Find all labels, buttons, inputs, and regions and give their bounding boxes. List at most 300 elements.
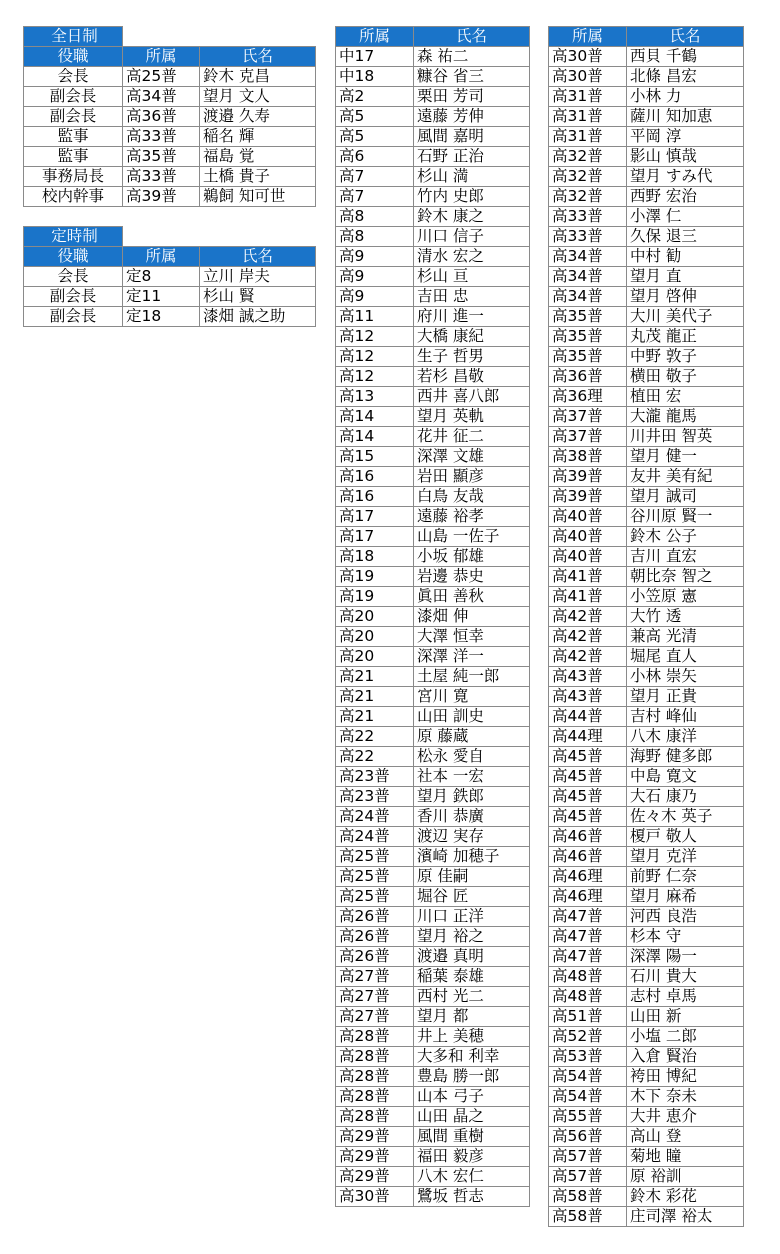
column-header: 氏名 <box>200 47 316 67</box>
table-cell: 高16 <box>336 487 414 507</box>
table-row <box>336 227 530 247</box>
table-cell: 山田 晶之 <box>414 1107 530 1127</box>
table-cell: 志村 卓馬 <box>627 987 744 1007</box>
table-cell: 高46普 <box>549 847 627 867</box>
table-cell: 高26普 <box>336 947 414 967</box>
table-cell: 朝比奈 智之 <box>627 567 744 587</box>
table-cell: 岩邊 恭史 <box>414 567 530 587</box>
table-cell: 望月 すみ代 <box>627 167 744 187</box>
table-cell: 高54普 <box>549 1087 627 1107</box>
table-row <box>336 527 530 547</box>
table-cell: 原 裕訓 <box>627 1167 744 1187</box>
table-row <box>336 607 530 627</box>
table-cell: 高29普 <box>336 1147 414 1167</box>
table-cell: 高19 <box>336 567 414 587</box>
table-cell: 深澤 陽一 <box>627 947 744 967</box>
table-cell: 遠藤 芳伸 <box>414 107 530 127</box>
table-cell: 高22 <box>336 727 414 747</box>
table-row <box>24 187 316 207</box>
table-cell: 高42普 <box>549 647 627 667</box>
member-list-2 <box>548 26 744 1227</box>
table-cell: 吉川 直宏 <box>627 547 744 567</box>
table-cell: 望月 麻希 <box>627 887 744 907</box>
table-cell: 鈴木 克昌 <box>200 67 316 87</box>
table-cell: 高34普 <box>549 287 627 307</box>
table-cell: 小林 力 <box>627 87 744 107</box>
table-cell: 高25普 <box>336 847 414 867</box>
table-cell: 風間 嘉明 <box>414 127 530 147</box>
table-cell: 友井 美有紀 <box>627 467 744 487</box>
table-cell: 谷川原 賢一 <box>627 507 744 527</box>
table-cell: 中村 勧 <box>627 247 744 267</box>
table-cell: 杉山 亘 <box>414 267 530 287</box>
member-list-1 <box>335 26 530 1207</box>
table-cell: 鵜飼 知可世 <box>200 187 316 207</box>
table-cell: 望月 裕之 <box>414 927 530 947</box>
table-cell: 河西 良浩 <box>627 907 744 927</box>
table-cell: 佐々木 英子 <box>627 807 744 827</box>
table-cell: 鷺坂 哲志 <box>414 1187 530 1207</box>
table-cell: 川口 信子 <box>414 227 530 247</box>
table-cell: 高45普 <box>549 787 627 807</box>
table-cell: 高32普 <box>549 167 627 187</box>
table-row <box>549 427 744 447</box>
table-cell: 高15 <box>336 447 414 467</box>
table-cell: 竹内 史郎 <box>414 187 530 207</box>
table-cell: 岩田 顯彦 <box>414 467 530 487</box>
column-header: 氏名 <box>627 27 744 47</box>
table-row <box>549 527 744 547</box>
table-cell: 高45普 <box>549 747 627 767</box>
table-cell: 高5 <box>336 127 414 147</box>
table-cell: 高46理 <box>549 887 627 907</box>
table-cell: 菊地 瞳 <box>627 1147 744 1167</box>
table-cell: 高25普 <box>336 887 414 907</box>
column-header: 所属 <box>123 47 200 67</box>
table-cell: 高42普 <box>549 627 627 647</box>
table-row <box>549 147 744 167</box>
table-row <box>549 1047 744 1067</box>
table-cell: 高40普 <box>549 547 627 567</box>
table-cell: 高36普 <box>123 107 200 127</box>
table-cell: 高47普 <box>549 907 627 927</box>
table-row <box>549 667 744 687</box>
table-row <box>549 487 744 507</box>
table-cell: 漆畑 伸 <box>414 607 530 627</box>
table-cell: 土屋 純一郎 <box>414 667 530 687</box>
table-cell: 前野 仁奈 <box>627 867 744 887</box>
table-cell: 望月 克洋 <box>627 847 744 867</box>
table-cell: 校内幹事 <box>24 187 123 207</box>
table-cell: 高58普 <box>549 1207 627 1227</box>
table-row <box>549 1107 744 1127</box>
table-cell: 庄司澤 裕太 <box>627 1207 744 1227</box>
table-cell: 兼高 光清 <box>627 627 744 647</box>
table-row <box>549 507 744 527</box>
table-row <box>336 1107 530 1127</box>
table-row <box>549 327 744 347</box>
column-header: 役職 <box>24 47 123 67</box>
table-cell: 大橋 康紀 <box>414 327 530 347</box>
table-row <box>336 1027 530 1047</box>
table-cell: 高17 <box>336 527 414 547</box>
table-cell: 社本 一宏 <box>414 767 530 787</box>
table-cell: 望月 誠司 <box>627 487 744 507</box>
table-row <box>336 327 530 347</box>
teiji-caption: 定時制 <box>24 227 123 247</box>
table-row <box>336 387 530 407</box>
table-cell: 堀谷 匠 <box>414 887 530 907</box>
table-row <box>336 1067 530 1087</box>
table-row <box>549 567 744 587</box>
table-row <box>549 887 744 907</box>
table-cell: 高14 <box>336 427 414 447</box>
table-row <box>549 447 744 467</box>
table-row <box>336 1187 530 1207</box>
table-cell: 高41普 <box>549 587 627 607</box>
table-cell: 高33普 <box>123 167 200 187</box>
table-cell: 眞田 善秋 <box>414 587 530 607</box>
table-row <box>549 187 744 207</box>
table-row <box>336 1087 530 1107</box>
table-cell: 堀尾 直人 <box>627 647 744 667</box>
table-cell: 定11 <box>123 287 200 307</box>
table-cell: 高35普 <box>123 147 200 167</box>
table-row <box>336 367 530 387</box>
table-row <box>336 87 530 107</box>
table-cell: 高34普 <box>549 247 627 267</box>
table-cell: 望月 啓伸 <box>627 287 744 307</box>
table-cell: 高24普 <box>336 807 414 827</box>
table-cell: 石野 正治 <box>414 147 530 167</box>
table-cell: 影山 慎哉 <box>627 147 744 167</box>
table-cell: 高27普 <box>336 1007 414 1027</box>
table-cell: 望月 文人 <box>200 87 316 107</box>
table-cell: 高20 <box>336 607 414 627</box>
table-cell: 高55普 <box>549 1107 627 1127</box>
table-row <box>549 1207 744 1227</box>
table-row <box>336 247 530 267</box>
table-cell: 高58普 <box>549 1187 627 1207</box>
table-row <box>336 807 530 827</box>
table-cell: 望月 健一 <box>627 447 744 467</box>
table-cell: 大川 美代子 <box>627 307 744 327</box>
table-cell: 高28普 <box>336 1107 414 1127</box>
table-row <box>336 287 530 307</box>
table-cell: 渡辺 実存 <box>414 827 530 847</box>
table-cell: 高7 <box>336 187 414 207</box>
table-cell: 高26普 <box>336 927 414 947</box>
table-row <box>549 87 744 107</box>
table-row <box>549 607 744 627</box>
table-row <box>549 47 744 67</box>
table-cell: 渡邉 久寿 <box>200 107 316 127</box>
table-cell: 高21 <box>336 667 414 687</box>
table-row <box>549 207 744 227</box>
table-cell: 定18 <box>123 307 200 327</box>
table-row <box>336 467 530 487</box>
table-cell: 高5 <box>336 107 414 127</box>
table-cell: 高31普 <box>549 107 627 127</box>
table-cell: 高40普 <box>549 507 627 527</box>
table-cell: 風間 重樹 <box>414 1127 530 1147</box>
table-row <box>336 747 530 767</box>
table-cell: 高37普 <box>549 427 627 447</box>
table-cell: 府川 進一 <box>414 307 530 327</box>
table-cell: 森 祐二 <box>414 47 530 67</box>
table-cell: 望月 直 <box>627 267 744 287</box>
table-cell: 高46理 <box>549 867 627 887</box>
table-cell: 吉村 峰仙 <box>627 707 744 727</box>
table-cell: 杉本 守 <box>627 927 744 947</box>
table-row <box>549 807 744 827</box>
table-row <box>336 887 530 907</box>
table-cell: 高24普 <box>336 827 414 847</box>
table-cell: 高9 <box>336 267 414 287</box>
table-cell: 豊島 勝一郎 <box>414 1067 530 1087</box>
table-cell: 香川 恭廣 <box>414 807 530 827</box>
table-cell: 大瀧 龍馬 <box>627 407 744 427</box>
table-row <box>336 687 530 707</box>
table-cell: 濱崎 加穂子 <box>414 847 530 867</box>
table-row <box>549 347 744 367</box>
table-cell: 高20 <box>336 627 414 647</box>
table-cell: 会長 <box>24 267 123 287</box>
table-cell: 木下 奈未 <box>627 1087 744 1107</box>
table-row <box>336 447 530 467</box>
table-row <box>336 547 530 567</box>
table-cell: 高56普 <box>549 1127 627 1147</box>
table-cell: 中17 <box>336 47 414 67</box>
table-cell: 高17 <box>336 507 414 527</box>
table-cell: 高11 <box>336 307 414 327</box>
table-cell: 高45普 <box>549 767 627 787</box>
table-cell: 高20 <box>336 647 414 667</box>
table-row <box>549 307 744 327</box>
table-cell: 高21 <box>336 687 414 707</box>
table-cell: 高43普 <box>549 687 627 707</box>
table-cell: 高41普 <box>549 567 627 587</box>
table-cell: 栗田 芳司 <box>414 87 530 107</box>
table-cell: 生子 哲男 <box>414 347 530 367</box>
table-cell: 監事 <box>24 127 123 147</box>
table-cell: 小澤 仁 <box>627 207 744 227</box>
table-cell: 八木 康洋 <box>627 727 744 747</box>
table-cell: 杉山 賢 <box>200 287 316 307</box>
table-cell: 高28普 <box>336 1047 414 1067</box>
table-cell: 望月 鉄郎 <box>414 787 530 807</box>
table-cell: 横田 敬子 <box>627 367 744 387</box>
table-row <box>336 727 530 747</box>
table-cell: 高34普 <box>549 267 627 287</box>
table-row <box>549 1147 744 1167</box>
table-row <box>549 407 744 427</box>
table-cell: 中野 敦子 <box>627 347 744 367</box>
table-row <box>336 627 530 647</box>
table-cell: 山島 一佐子 <box>414 527 530 547</box>
table-cell: 高22 <box>336 747 414 767</box>
column-header: 所属 <box>549 27 627 47</box>
table-row <box>549 687 744 707</box>
table-row <box>549 1167 744 1187</box>
table-row <box>549 267 744 287</box>
table-cell: 副会長 <box>24 287 123 307</box>
table-row <box>336 647 530 667</box>
table-cell: 高21 <box>336 707 414 727</box>
table-cell: 高34普 <box>123 87 200 107</box>
table-row <box>24 267 316 287</box>
table-row <box>549 287 744 307</box>
table-cell: 中島 寛文 <box>627 767 744 787</box>
table-cell: 稲葉 泰雄 <box>414 967 530 987</box>
table-cell: 高2 <box>336 87 414 107</box>
table-row <box>549 727 744 747</box>
table-cell: 高48普 <box>549 987 627 1007</box>
table-cell: 高33普 <box>549 207 627 227</box>
table-row <box>549 647 744 667</box>
table-cell: 望月 正貴 <box>627 687 744 707</box>
table-cell: 小林 崇矢 <box>627 667 744 687</box>
table-row <box>336 1127 530 1147</box>
table-cell: 植田 宏 <box>627 387 744 407</box>
zennichi-table <box>23 26 316 207</box>
table-row <box>336 967 530 987</box>
table-cell: 副会長 <box>24 307 123 327</box>
table-cell: 中18 <box>336 67 414 87</box>
table-cell: 福島 覚 <box>200 147 316 167</box>
table-cell: 原 佳嗣 <box>414 867 530 887</box>
table-cell: 高山 登 <box>627 1127 744 1147</box>
table-cell: 高48普 <box>549 967 627 987</box>
table-row <box>336 907 530 927</box>
column-header: 所属 <box>123 247 200 267</box>
table-row <box>549 1067 744 1087</box>
table-cell: 監事 <box>24 147 123 167</box>
table-row <box>336 587 530 607</box>
table-cell: 高53普 <box>549 1047 627 1067</box>
table-cell: 松永 愛自 <box>414 747 530 767</box>
table-cell: 高9 <box>336 287 414 307</box>
table-cell: 杉山 満 <box>414 167 530 187</box>
table-cell: 大井 恵介 <box>627 1107 744 1127</box>
table-cell: 高33普 <box>549 227 627 247</box>
teiji-table <box>23 226 316 327</box>
table-cell: 高8 <box>336 207 414 227</box>
table-row <box>549 387 744 407</box>
table-cell: 高36普 <box>549 367 627 387</box>
table-cell: 稲名 輝 <box>200 127 316 147</box>
table-cell: 高46普 <box>549 827 627 847</box>
table-row <box>336 47 530 67</box>
table-row <box>24 307 316 327</box>
table-row <box>336 827 530 847</box>
table-cell: 福田 毅彦 <box>414 1147 530 1167</box>
table-row <box>24 87 316 107</box>
table-row <box>549 767 744 787</box>
table-cell: 高25普 <box>123 67 200 87</box>
teiji-header-row <box>24 247 316 267</box>
table-row <box>336 427 530 447</box>
table-row <box>549 867 744 887</box>
table-cell: 高37普 <box>549 407 627 427</box>
table-cell: 高27普 <box>336 987 414 1007</box>
table-cell: 渡邉 真明 <box>414 947 530 967</box>
table-cell: 久保 退三 <box>627 227 744 247</box>
table-row <box>336 987 530 1007</box>
table-cell: 高51普 <box>549 1007 627 1027</box>
table-cell: 高35普 <box>549 307 627 327</box>
table-cell: 高28普 <box>336 1087 414 1107</box>
table-cell: 山本 弓子 <box>414 1087 530 1107</box>
table-row <box>336 127 530 147</box>
table-cell: 平岡 淳 <box>627 127 744 147</box>
table-cell: 高30普 <box>549 47 627 67</box>
table-cell: 深澤 文雄 <box>414 447 530 467</box>
table-cell: 高39普 <box>123 187 200 207</box>
table-cell: 高57普 <box>549 1147 627 1167</box>
table-cell: 高31普 <box>549 87 627 107</box>
table-cell: 高35普 <box>549 347 627 367</box>
table-cell: 高12 <box>336 347 414 367</box>
table-cell: 吉田 忠 <box>414 287 530 307</box>
table-row <box>549 947 744 967</box>
table-cell: 高47普 <box>549 947 627 967</box>
list2-header-row <box>549 27 744 47</box>
table-row <box>336 167 530 187</box>
table-cell: 鈴木 彩花 <box>627 1187 744 1207</box>
table-cell: 高28普 <box>336 1067 414 1087</box>
table-row <box>336 347 530 367</box>
table-cell: 高27普 <box>336 967 414 987</box>
table-cell: 高19 <box>336 587 414 607</box>
table-row <box>549 1087 744 1107</box>
table-cell: 遠藤 裕孝 <box>414 507 530 527</box>
table-cell: 大竹 透 <box>627 607 744 627</box>
table-cell: 高44普 <box>549 707 627 727</box>
table-cell: 小塩 二郎 <box>627 1027 744 1047</box>
table-cell: 鈴木 公子 <box>627 527 744 547</box>
table-cell: 高29普 <box>336 1127 414 1147</box>
table-row <box>549 927 744 947</box>
table-cell: 高44理 <box>549 727 627 747</box>
table-row <box>549 247 744 267</box>
table-row <box>336 767 530 787</box>
table-cell: 鈴木 康之 <box>414 207 530 227</box>
table-cell: 八木 宏仁 <box>414 1167 530 1187</box>
table-cell: 高40普 <box>549 527 627 547</box>
table-cell: 高13 <box>336 387 414 407</box>
table-cell: 深澤 洋一 <box>414 647 530 667</box>
table-cell: 丸茂 龍正 <box>627 327 744 347</box>
table-cell: 高16 <box>336 467 414 487</box>
table-cell: 土橋 貴子 <box>200 167 316 187</box>
column-header: 氏名 <box>414 27 530 47</box>
table-cell: 川口 正洋 <box>414 907 530 927</box>
zennichi-caption: 全日制 <box>24 27 123 47</box>
column-header: 氏名 <box>200 247 316 267</box>
table-cell: 高33普 <box>123 127 200 147</box>
table-cell: 立川 岸夫 <box>200 267 316 287</box>
table-cell: 山田 新 <box>627 1007 744 1027</box>
table-cell: 榎戸 敬人 <box>627 827 744 847</box>
table-cell: 北條 昌宏 <box>627 67 744 87</box>
table-cell: 望月 英軌 <box>414 407 530 427</box>
table-row <box>336 567 530 587</box>
table-cell: 西井 喜八郎 <box>414 387 530 407</box>
table-row <box>549 367 744 387</box>
table-cell: 望月 都 <box>414 1007 530 1027</box>
table-cell: 事務局長 <box>24 167 123 187</box>
